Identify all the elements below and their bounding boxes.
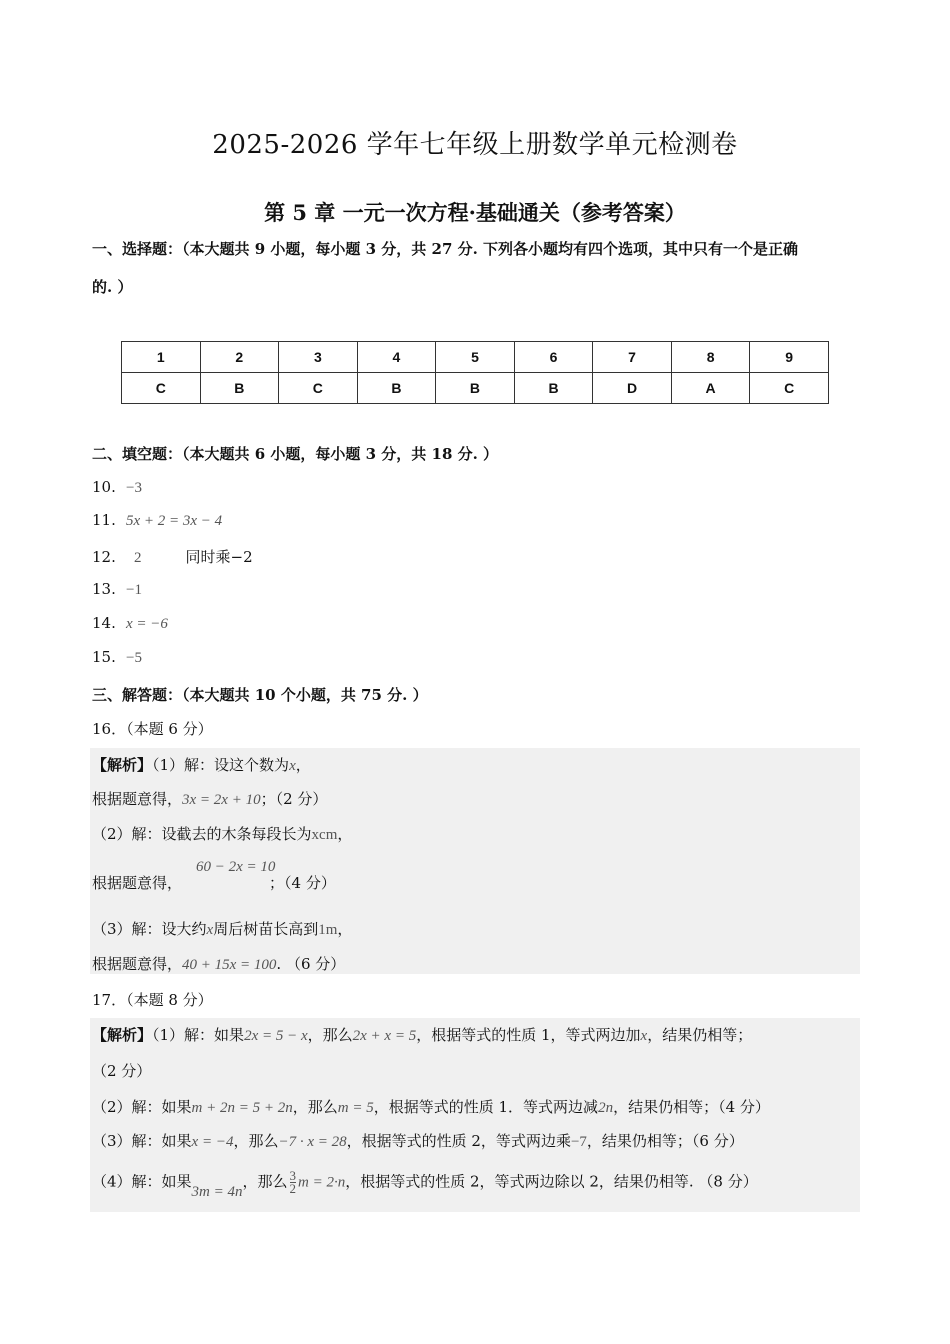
table-cell: 7 <box>593 342 672 373</box>
q16-math: 60 − 2x = 10 <box>196 859 276 875</box>
table-cell: B <box>200 373 279 404</box>
q17-text: ，根据等式的性质 2，等式两边乘 <box>346 1132 571 1150</box>
q16-text: （2）解：设截去的木条每段长为 <box>92 825 312 843</box>
q16-text: ， <box>337 920 353 938</box>
item-number: 13. <box>92 580 116 598</box>
q17-line-2 <box>92 1096 770 1117</box>
fill-item-11 <box>92 511 222 530</box>
q16-line-6 <box>92 953 345 974</box>
fill-item-15 <box>92 648 142 667</box>
q17-text: （2 分） <box>92 1062 152 1080</box>
item-answer: x = −6 <box>126 616 168 632</box>
item-number: 15. <box>92 648 116 666</box>
table-cell: 1 <box>122 342 201 373</box>
item-answer: −1 <box>126 582 142 598</box>
q16-header: 16．（本题 6 分） <box>92 720 213 738</box>
table-row-numbers <box>122 342 829 373</box>
q17-line-4 <box>92 1168 758 1200</box>
item-number: 10. <box>92 478 116 496</box>
q17-math: −7 <box>570 1134 587 1150</box>
page-title: 2025-2026 学年七年级上册数学单元检测卷 <box>212 130 738 160</box>
q16-math: 40 + 15x = 100 <box>182 957 277 973</box>
q16-math: xcm <box>311 827 338 843</box>
q17-text: ，根据等式的性质 1．等式两边减 <box>373 1098 599 1116</box>
q16-math: x <box>289 758 296 774</box>
q17-text: ，那么 <box>307 1026 353 1044</box>
q16-text: 根据题意得， <box>92 790 183 808</box>
section1-desc-b-line <box>92 276 132 297</box>
item-answer-2: 同时乘−2 <box>185 548 253 566</box>
q16-line-5 <box>92 918 352 939</box>
section3-desc: （本大题共 10 个小题，共 75 分. ） <box>182 686 428 704</box>
table-cell: 3 <box>279 342 358 373</box>
table-cell: 6 <box>514 342 593 373</box>
item-number: 14. <box>92 614 116 632</box>
fill-item-12 <box>92 546 253 567</box>
q17-text: ，结果仍相等； <box>647 1026 753 1044</box>
q17-math: 3m = 4n <box>191 1183 243 1200</box>
q16-text: 周后树苗长高到 <box>213 920 319 938</box>
table-cell: 4 <box>357 342 436 373</box>
item-answer: 5x + 2 = 3x − 4 <box>126 513 223 529</box>
q17-text: ，那么 <box>233 1132 279 1150</box>
section1-heading: 一、选择题： <box>92 240 183 258</box>
section1-desc-b: 的. ） <box>92 278 133 296</box>
table-cell: B <box>357 373 436 404</box>
q16-math: 3x = 2x + 10 <box>182 792 261 808</box>
q16-line-3 <box>92 823 352 844</box>
q16-line-1 <box>92 754 311 775</box>
q17-math: 2x + x = 5 <box>352 1028 417 1044</box>
q17-math: m = 2·n <box>298 1174 346 1191</box>
q17-text: （1）解：如果 <box>152 1026 245 1044</box>
q17-line-1 <box>92 1024 752 1045</box>
table-cell: B <box>436 373 515 404</box>
section2-heading: 二、填空题： <box>92 445 183 463</box>
fraction-three-halves <box>290 1170 297 1195</box>
item-answer: −5 <box>126 650 142 666</box>
q17-math: x = −4 <box>191 1134 234 1150</box>
table-cell: 2 <box>200 342 279 373</box>
q17-line-3 <box>92 1130 744 1151</box>
q17-math: m = 5 <box>337 1100 374 1116</box>
q16-text: 根据题意得， <box>92 874 183 892</box>
q16-text: （3）解：设大约 <box>92 920 207 938</box>
page-subtitle: 第 5 章 一元一次方程·基础通关（参考答案） <box>264 200 686 225</box>
fill-item-10 <box>92 478 142 497</box>
q17-text: ，结果仍相等；（6 分） <box>586 1132 744 1150</box>
q17-text: （4）解：如果 <box>92 1172 192 1191</box>
q16-line-2 <box>92 788 327 809</box>
q16-line-4 <box>92 872 336 893</box>
q17-text: ，结果仍相等；（4 分） <box>613 1098 770 1116</box>
q17-header: 17．（本题 8 分） <box>92 991 213 1009</box>
table-cell: 8 <box>671 342 750 373</box>
q17-text: ，那么 <box>292 1098 338 1116</box>
analysis-tag: 【解析】 <box>92 1026 153 1044</box>
section1-desc-a: （本大题共 9 小题，每小题 3 分，共 27 分. 下列各小题均有四个选项，其中只有一个是正确 <box>182 240 799 258</box>
table-cell: 9 <box>750 342 829 373</box>
q17-text: ，根据等式的性质 2，等式两边除以 2，结果仍相等. （8 分） <box>345 1172 758 1191</box>
q16-text: （1）解：设这个数为 <box>152 756 290 774</box>
q17-text: （2）解：如果 <box>92 1098 192 1116</box>
table-cell: B <box>514 373 593 404</box>
section3-heading-line <box>92 684 428 705</box>
q17-text: ，根据等式的性质 1，等式两边加 <box>416 1026 641 1044</box>
q17-text: （3）解：如果 <box>92 1132 192 1150</box>
section3-heading: 三、解答题： <box>92 686 183 704</box>
table-cell: 5 <box>436 342 515 373</box>
section2-heading-line <box>92 443 498 464</box>
q17-math: 2n <box>598 1100 614 1116</box>
table-cell: D <box>593 373 672 404</box>
q16-text: ；（2 分） <box>260 790 328 808</box>
choice-answer-table <box>121 341 829 404</box>
q16-text: . （6 分） <box>276 955 346 973</box>
fraction-numerator: 3 <box>289 1168 297 1183</box>
q17-math: x <box>640 1028 648 1044</box>
q16-math: x <box>206 922 214 938</box>
table-cell: A <box>671 373 750 404</box>
q16-text: ， <box>295 756 311 774</box>
section2-desc: （本大题共 6 小题，每小题 3 分，共 18 分. ） <box>182 445 499 463</box>
item-answer: 2 <box>134 550 142 566</box>
table-cell: C <box>279 373 358 404</box>
fill-item-13 <box>92 580 142 599</box>
item-number: 11. <box>92 511 116 529</box>
q16-math: 1m <box>318 922 338 938</box>
q16-text: 根据题意得， <box>92 955 183 973</box>
fraction-denominator: 2 <box>289 1181 297 1196</box>
q17-text: ，那么 <box>242 1172 288 1191</box>
q16-text: ， <box>337 825 353 843</box>
q17-math: m + 2n = 5 + 2n <box>191 1100 293 1116</box>
q16-text: ；（4 分） <box>269 874 336 892</box>
q17-line-1b <box>92 1060 151 1081</box>
analysis-tag: 【解析】 <box>92 756 153 774</box>
item-answer: −3 <box>126 480 142 496</box>
q17-math: 2x = 5 − x <box>244 1028 308 1044</box>
fill-item-14 <box>92 614 168 633</box>
section1-heading-line <box>92 238 798 259</box>
table-cell: C <box>750 373 829 404</box>
item-number: 12. <box>92 548 116 566</box>
table-cell: C <box>122 373 201 404</box>
table-row-answers <box>122 373 829 404</box>
q17-math: −7 · x = 28 <box>278 1134 347 1150</box>
